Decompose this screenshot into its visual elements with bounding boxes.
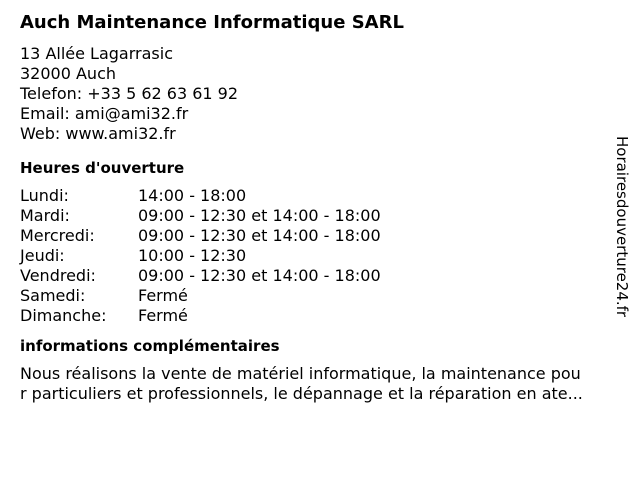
watermark-text: Horairesdouverture24.fr: [613, 136, 631, 318]
day-label: Lundi:: [20, 186, 69, 205]
day-label: Mercredi:: [20, 226, 95, 245]
time-value: Fermé: [138, 306, 188, 325]
time-value: 10:00 - 12:30: [138, 246, 247, 265]
website: Web: www.ami32.fr: [20, 124, 176, 143]
time-value: 09:00 - 12:30 et 14:00 - 18:00: [138, 266, 381, 285]
info-title: informations complémentaires: [20, 337, 280, 355]
hours-row-sunday: [20, 306, 620, 326]
hours-row-saturday: [20, 286, 620, 306]
time-value: 09:00 - 12:30 et 14:00 - 18:00: [138, 206, 381, 225]
hours-row-monday: [20, 186, 620, 206]
street-address: 13 Allée Lagarrasic: [20, 44, 173, 63]
hours-row-wednesday: [20, 226, 620, 246]
time-value: 09:00 - 12:30 et 14:00 - 18:00: [138, 226, 381, 245]
hours-row-thursday: [20, 246, 620, 266]
hours-row-tuesday: [20, 206, 620, 226]
info-line: Nous réalisons la vente de matériel informatique, la maintenance pou: [20, 364, 581, 383]
city: 32000 Auch: [20, 64, 117, 83]
day-label: Samedi:: [20, 286, 86, 305]
time-value: 14:00 - 18:00: [138, 186, 247, 205]
day-label: Jeudi:: [20, 246, 65, 265]
business-card: [20, 12, 620, 404]
day-label: Mardi:: [20, 206, 70, 225]
day-label: Vendredi:: [20, 266, 96, 285]
day-label: Dimanche:: [20, 306, 107, 325]
phone: Telefon: +33 5 62 63 61 92: [20, 84, 239, 103]
time-value: Fermé: [138, 286, 188, 305]
email: Email: ami@ami32.fr: [20, 104, 189, 123]
info-text: [20, 364, 632, 404]
hours-title: Heures d'ouverture: [20, 159, 185, 177]
hours-table: [20, 186, 620, 326]
info-line: r particuliers et professionnels, le dépannage et la réparation en ate...: [20, 384, 583, 403]
hours-row-friday: [20, 266, 620, 286]
address-block: [20, 44, 620, 144]
business-name: Auch Maintenance Informatique SARL: [20, 12, 404, 33]
